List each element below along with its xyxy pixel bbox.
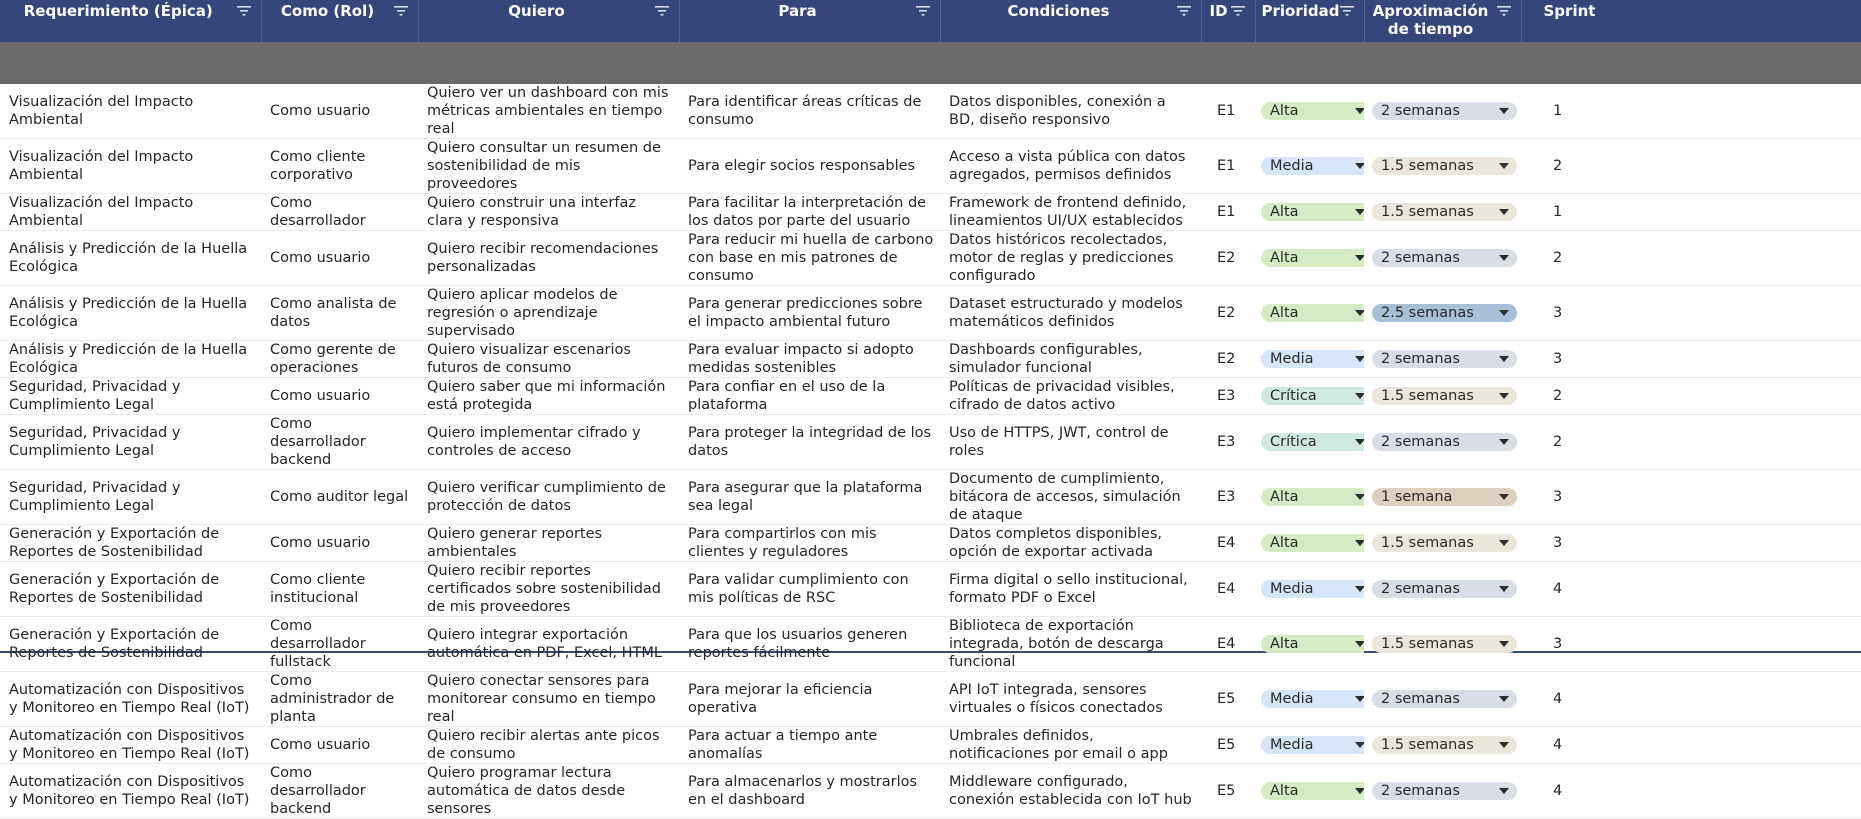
filter-icon[interactable]: [1231, 6, 1245, 16]
cell-sprint[interactable]: 2: [1521, 139, 1861, 194]
cell-rol[interactable]: Como cliente corporativo: [261, 139, 418, 194]
cell-prioridad[interactable]: [1255, 562, 1364, 617]
chevron-down-icon[interactable]: [1499, 356, 1509, 362]
cell-id[interactable]: E4: [1201, 525, 1255, 562]
header-para[interactable]: [679, 0, 940, 42]
cell-para[interactable]: Para asegurar que la plataforma sea legal: [679, 470, 940, 525]
prioridad-value: Media: [1270, 691, 1314, 707]
cell-rol[interactable]: Como cliente institucional: [261, 562, 418, 617]
cell-condiciones[interactable]: Documento de cumplimiento, bitácora de accesos, simulación de ataque: [940, 470, 1201, 525]
prioridad-value: Alta: [1270, 636, 1299, 652]
filter-icon[interactable]: [237, 6, 251, 16]
header-tiempo[interactable]: [1364, 0, 1521, 42]
chevron-down-icon[interactable]: [1355, 310, 1364, 316]
cell-epica[interactable]: Seguridad, Privacidad y Cumplimiento Legal: [0, 378, 261, 415]
tiempo-dropdown[interactable]: [1372, 304, 1517, 322]
prioridad-dropdown[interactable]: [1261, 782, 1364, 800]
prioridad-dropdown[interactable]: [1261, 534, 1364, 552]
cell-tiempo[interactable]: [1364, 415, 1521, 470]
tiempo-value: 2 semanas: [1381, 434, 1460, 450]
cell-condiciones[interactable]: Datos completos disponibles, opción de exportar activada: [940, 525, 1201, 562]
cell-prioridad[interactable]: [1255, 286, 1364, 341]
cell-epica[interactable]: Análisis y Predicción de la Huella Ecológica: [0, 341, 261, 378]
cell-rol[interactable]: Como usuario: [261, 84, 418, 139]
prioridad-value: Media: [1270, 351, 1314, 367]
prioridad-dropdown[interactable]: [1261, 102, 1364, 120]
chevron-down-icon[interactable]: [1499, 439, 1509, 445]
header-label: Sprint: [1543, 2, 1596, 20]
chevron-down-icon[interactable]: [1355, 163, 1364, 169]
table-row: [0, 84, 1861, 139]
cell-tiempo[interactable]: [1364, 84, 1521, 139]
cell-rol[interactable]: Como desarrollador backend: [261, 764, 418, 819]
table-row: [0, 415, 1861, 470]
cell-rol[interactable]: Como analista de datos: [261, 286, 418, 341]
chevron-down-icon[interactable]: [1499, 108, 1509, 114]
table-row: [0, 727, 1861, 764]
chevron-down-icon[interactable]: [1499, 696, 1509, 702]
header-row: [0, 0, 1861, 42]
cell-prioridad[interactable]: [1255, 84, 1364, 139]
header-label: Requerimiento (Épica): [23, 2, 213, 20]
prioridad-value: Alta: [1270, 305, 1299, 321]
prioridad-dropdown[interactable]: [1261, 580, 1364, 598]
prioridad-value: Alta: [1270, 103, 1299, 119]
tiempo-value: 1.5 semanas: [1381, 204, 1474, 220]
cell-prioridad[interactable]: [1255, 764, 1364, 819]
chevron-down-icon[interactable]: [1355, 641, 1364, 647]
chevron-down-icon[interactable]: [1499, 255, 1509, 261]
header-label: Para: [778, 2, 817, 20]
cell-tiempo[interactable]: [1364, 194, 1521, 231]
cell-epica[interactable]: Automatización con Dispositivos y Monitoreo en Tiempo Real (IoT): [0, 672, 261, 727]
cell-rol[interactable]: Como administrador de planta: [261, 672, 418, 727]
filter-icon[interactable]: [1497, 6, 1511, 16]
chevron-down-icon[interactable]: [1499, 163, 1509, 169]
tiempo-dropdown[interactable]: [1372, 157, 1517, 175]
header-quiero[interactable]: [418, 0, 679, 42]
cell-tiempo[interactable]: [1364, 764, 1521, 819]
chevron-down-icon[interactable]: [1355, 393, 1364, 399]
cell-tiempo[interactable]: [1364, 341, 1521, 378]
chevron-down-icon[interactable]: [1355, 540, 1364, 546]
prioridad-value: Alta: [1270, 783, 1299, 799]
cell-para[interactable]: Para compartirlos con mis clientes y reguladores: [679, 525, 940, 562]
table-row: [0, 139, 1861, 194]
tiempo-value: 1.5 semanas: [1381, 158, 1474, 174]
tiempo-value: 1 semana: [1381, 489, 1453, 505]
chevron-down-icon[interactable]: [1355, 696, 1364, 702]
cell-para[interactable]: Para evaluar impacto si adopto medidas sostenibles: [679, 341, 940, 378]
cell-tiempo[interactable]: [1364, 470, 1521, 525]
table-row: [0, 378, 1861, 415]
cell-sprint[interactable]: 3: [1521, 470, 1861, 525]
prioridad-dropdown[interactable]: [1261, 690, 1364, 708]
chevron-down-icon[interactable]: [1499, 310, 1509, 316]
cell-prioridad[interactable]: [1255, 672, 1364, 727]
chevron-down-icon[interactable]: [1499, 393, 1509, 399]
cell-id[interactable]: E5: [1201, 672, 1255, 727]
prioridad-value: Media: [1270, 737, 1314, 753]
tiempo-dropdown[interactable]: [1372, 249, 1517, 267]
header-condiciones[interactable]: [940, 0, 1201, 42]
header-label-line1: Aproximación: [1372, 2, 1489, 20]
cell-para[interactable]: Para elegir socios responsables: [679, 139, 940, 194]
cell-rol[interactable]: Como usuario: [261, 231, 418, 286]
cell-prioridad[interactable]: [1255, 525, 1364, 562]
prioridad-dropdown[interactable]: [1261, 635, 1364, 653]
cell-id[interactable]: E2: [1201, 341, 1255, 378]
cell-para[interactable]: Para actuar a tiempo ante anomalías: [679, 727, 940, 764]
tiempo-value: 2 semanas: [1381, 250, 1460, 266]
prioridad-dropdown[interactable]: [1261, 249, 1364, 267]
cell-quiero[interactable]: Quiero integrar exportación automática en PDF, Excel, HTML: [418, 617, 679, 672]
table-row: [0, 617, 1861, 672]
cell-rol[interactable]: Como auditor legal: [261, 470, 418, 525]
cell-sprint[interactable]: 4: [1521, 672, 1861, 727]
cell-quiero[interactable]: Quiero implementar cifrado y controles de acceso: [418, 415, 679, 470]
cell-para[interactable]: Para reducir mi huella de carbono con base en mis patrones de consumo: [679, 231, 940, 286]
cell-prioridad[interactable]: [1255, 727, 1364, 764]
cell-tiempo[interactable]: [1364, 139, 1521, 194]
cell-quiero[interactable]: Quiero recibir alertas ante picos de consumo: [418, 727, 679, 764]
chevron-down-icon[interactable]: [1355, 356, 1364, 362]
cell-sprint[interactable]: 3: [1521, 525, 1861, 562]
chevron-down-icon[interactable]: [1355, 494, 1364, 500]
cell-condiciones[interactable]: API IoT integrada, sensores virtuales o físicos conectados: [940, 672, 1201, 727]
cell-id[interactable]: E1: [1201, 84, 1255, 139]
tiempo-value: 2 semanas: [1381, 351, 1460, 367]
chevron-down-icon[interactable]: [1355, 108, 1364, 114]
cell-condiciones[interactable]: Acceso a vista pública con datos agregados, permisos definidos: [940, 139, 1201, 194]
table-row: [0, 672, 1861, 727]
cell-epica[interactable]: Seguridad, Privacidad y Cumplimiento Legal: [0, 415, 261, 470]
cell-sprint[interactable]: 1: [1521, 194, 1861, 231]
cell-epica[interactable]: Automatización con Dispositivos y Monitoreo en Tiempo Real (IoT): [0, 764, 261, 819]
tiempo-dropdown[interactable]: [1372, 534, 1517, 552]
prioridad-dropdown[interactable]: [1261, 488, 1364, 506]
cell-para[interactable]: Para facilitar la interpretación de los datos por parte del usuario: [679, 194, 940, 231]
cell-condiciones[interactable]: Políticas de privacidad visibles, cifrado de datos activo: [940, 378, 1201, 415]
cell-condiciones[interactable]: Biblioteca de exportación integrada, botón de descarga funcional: [940, 617, 1201, 672]
cell-sprint[interactable]: 2: [1521, 415, 1861, 470]
prioridad-value: Media: [1270, 158, 1314, 174]
chevron-down-icon[interactable]: [1355, 586, 1364, 592]
prioridad-dropdown[interactable]: [1261, 304, 1364, 322]
cell-para[interactable]: Para que los usuarios generen reportes fácilmente: [679, 617, 940, 672]
chevron-down-icon[interactable]: [1499, 494, 1509, 500]
cell-id[interactable]: E3: [1201, 378, 1255, 415]
tiempo-value: 1.5 semanas: [1381, 535, 1474, 551]
tiempo-dropdown[interactable]: [1372, 350, 1517, 368]
prioridad-dropdown[interactable]: [1261, 736, 1364, 754]
header-label: Como (Rol): [280, 2, 375, 20]
filter-icon[interactable]: [1177, 6, 1191, 16]
prioridad-dropdown[interactable]: [1261, 350, 1364, 368]
cell-tiempo[interactable]: [1364, 231, 1521, 286]
tiempo-value: 1.5 semanas: [1381, 388, 1474, 404]
cell-id[interactable]: E1: [1201, 139, 1255, 194]
cell-epica[interactable]: Automatización con Dispositivos y Monitoreo en Tiempo Real (IoT): [0, 727, 261, 764]
chevron-down-icon[interactable]: [1499, 742, 1509, 748]
prioridad-dropdown[interactable]: [1261, 203, 1364, 221]
cell-para[interactable]: Para almacenarlos y mostrarlos en el dashboard: [679, 764, 940, 819]
cell-id[interactable]: E4: [1201, 617, 1255, 672]
cell-id[interactable]: E5: [1201, 727, 1255, 764]
prioridad-dropdown[interactable]: [1261, 157, 1364, 175]
cell-prioridad[interactable]: [1255, 617, 1364, 672]
cell-quiero[interactable]: Quiero verificar cumplimiento de protección de datos: [418, 470, 679, 525]
tiempo-value: 2 semanas: [1381, 581, 1460, 597]
cell-epica[interactable]: Análisis y Predicción de la Huella Ecológica: [0, 231, 261, 286]
cell-tiempo[interactable]: [1364, 617, 1521, 672]
cell-prioridad[interactable]: [1255, 470, 1364, 525]
header-label: ID: [1209, 2, 1228, 20]
table-row: [0, 194, 1861, 231]
cell-condiciones[interactable]: Dashboards configurables, simulador funcional: [940, 341, 1201, 378]
cell-sprint[interactable]: 3: [1521, 341, 1861, 378]
cell-rol[interactable]: Como usuario: [261, 378, 418, 415]
cell-tiempo[interactable]: [1364, 286, 1521, 341]
cell-id[interactable]: E3: [1201, 470, 1255, 525]
cell-condiciones[interactable]: Firma digital o sello institucional, formato PDF o Excel: [940, 562, 1201, 617]
tiempo-dropdown[interactable]: [1372, 690, 1517, 708]
cell-epica[interactable]: Generación y Exportación de Reportes de Sostenibilidad: [0, 525, 261, 562]
cell-para[interactable]: Para identificar áreas críticas de consumo: [679, 84, 940, 139]
cell-condiciones[interactable]: Uso de HTTPS, JWT, control de roles: [940, 415, 1201, 470]
cell-para[interactable]: Para confiar en el uso de la plataforma: [679, 378, 940, 415]
chevron-down-icon[interactable]: [1355, 209, 1364, 215]
cell-prioridad[interactable]: [1255, 378, 1364, 415]
cell-prioridad[interactable]: [1255, 139, 1364, 194]
tiempo-dropdown[interactable]: [1372, 782, 1517, 800]
tiempo-value: 1.5 semanas: [1381, 737, 1474, 753]
cell-quiero[interactable]: Quiero construir una interfaz clara y responsiva: [418, 194, 679, 231]
cell-epica[interactable]: Generación y Exportación de Reportes de Sostenibilidad: [0, 617, 261, 672]
table-row: [0, 470, 1861, 525]
cell-id[interactable]: E2: [1201, 286, 1255, 341]
cell-tiempo[interactable]: [1364, 525, 1521, 562]
table-row: [0, 764, 1861, 819]
chevron-down-icon[interactable]: [1499, 586, 1509, 592]
cell-quiero[interactable]: Quiero generar reportes ambientales: [418, 525, 679, 562]
chevron-down-icon[interactable]: [1355, 255, 1364, 261]
cell-quiero[interactable]: Quiero consultar un resumen de sostenibilidad de mis proveedores: [418, 139, 679, 194]
cell-prioridad[interactable]: [1255, 415, 1364, 470]
cell-para[interactable]: Para validar cumplimiento con mis políticas de RSC: [679, 562, 940, 617]
tiempo-dropdown[interactable]: [1372, 387, 1517, 405]
cell-id[interactable]: E3: [1201, 415, 1255, 470]
header-prioridad[interactable]: [1255, 0, 1364, 42]
tiempo-value: 2 semanas: [1381, 783, 1460, 799]
cell-tiempo[interactable]: [1364, 727, 1521, 764]
cell-condiciones[interactable]: Framework de frontend definido, lineamientos UI/UX establecidos: [940, 194, 1201, 231]
tiempo-dropdown[interactable]: [1372, 736, 1517, 754]
filter-icon[interactable]: [916, 6, 930, 16]
cell-quiero[interactable]: Quiero recibir reportes certificados sobre sostenibilidad de mis proveedores: [418, 562, 679, 617]
cell-epica[interactable]: Visualización del Impacto Ambiental: [0, 194, 261, 231]
cell-sprint[interactable]: 4: [1521, 764, 1861, 819]
prioridad-value: Alta: [1270, 535, 1299, 551]
filter-icon[interactable]: [394, 6, 408, 16]
cell-condiciones[interactable]: Middleware configurado, conexión establecida con IoT hub: [940, 764, 1201, 819]
cell-id[interactable]: E1: [1201, 194, 1255, 231]
cell-id[interactable]: E5: [1201, 764, 1255, 819]
chevron-down-icon[interactable]: [1355, 439, 1364, 445]
tiempo-value: 2 semanas: [1381, 691, 1460, 707]
table-row: [0, 231, 1861, 286]
chevron-down-icon[interactable]: [1355, 742, 1364, 748]
cell-rol[interactable]: Como usuario: [261, 727, 418, 764]
cell-id[interactable]: E2: [1201, 231, 1255, 286]
tiempo-dropdown[interactable]: [1372, 203, 1517, 221]
cell-sprint[interactable]: 3: [1521, 617, 1861, 672]
prioridad-dropdown[interactable]: [1261, 433, 1364, 451]
filter-icon[interactable]: [1340, 6, 1354, 16]
header-epica[interactable]: [0, 0, 261, 42]
header-rol[interactable]: [261, 0, 418, 42]
table-row: [0, 562, 1861, 617]
prioridad-value: Crítica: [1270, 388, 1317, 404]
cell-prioridad[interactable]: [1255, 341, 1364, 378]
header-sprint[interactable]: [1521, 0, 1861, 42]
prioridad-value: Alta: [1270, 250, 1299, 266]
prioridad-value: Crítica: [1270, 434, 1317, 450]
cell-epica[interactable]: Visualización del Impacto Ambiental: [0, 84, 261, 139]
tiempo-value: 2.5 semanas: [1381, 305, 1474, 321]
tiempo-dropdown[interactable]: [1372, 102, 1517, 120]
tiempo-dropdown[interactable]: [1372, 580, 1517, 598]
cell-sprint[interactable]: 3: [1521, 286, 1861, 341]
cell-rol[interactable]: Como desarrollador: [261, 194, 418, 231]
cell-tiempo[interactable]: [1364, 672, 1521, 727]
cell-tiempo[interactable]: [1364, 378, 1521, 415]
cell-rol[interactable]: Como desarrollador fullstack: [261, 617, 418, 672]
chevron-down-icon[interactable]: [1499, 540, 1509, 546]
cell-epica[interactable]: Seguridad, Privacidad y Cumplimiento Legal: [0, 470, 261, 525]
table-row: [0, 341, 1861, 378]
cell-quiero[interactable]: Quiero recibir recomendaciones personalizadas: [418, 231, 679, 286]
cell-id[interactable]: E4: [1201, 562, 1255, 617]
cell-sprint[interactable]: 4: [1521, 727, 1861, 764]
cell-para[interactable]: Para proteger la integridad de los datos: [679, 415, 940, 470]
tiempo-dropdown[interactable]: [1372, 635, 1517, 653]
table-body: [0, 84, 1861, 819]
header-label-line2: de tiempo: [1387, 20, 1474, 38]
cell-sprint[interactable]: 4: [1521, 562, 1861, 617]
tiempo-dropdown[interactable]: [1372, 488, 1517, 506]
cell-condiciones[interactable]: Datos históricos recolectados, motor de reglas y predicciones configurado: [940, 231, 1201, 286]
tiempo-value: 2 semanas: [1381, 103, 1460, 119]
cell-quiero[interactable]: Quiero programar lectura automática de datos desde sensores: [418, 764, 679, 819]
prioridad-value: Alta: [1270, 489, 1299, 505]
cell-quiero[interactable]: Quiero conectar sensores para monitorear consumo en tiempo real: [418, 672, 679, 727]
prioridad-dropdown[interactable]: [1261, 387, 1364, 405]
cell-epica[interactable]: Visualización del Impacto Ambiental: [0, 139, 261, 194]
cell-para[interactable]: Para generar predicciones sobre el impacto ambiental futuro: [679, 286, 940, 341]
cell-quiero[interactable]: Quiero aplicar modelos de regresión o aprendizaje supervisado: [418, 286, 679, 341]
header-label: Quiero: [508, 2, 565, 20]
cell-condiciones[interactable]: Dataset estructurado y modelos matemáticos definidos: [940, 286, 1201, 341]
cell-quiero[interactable]: Quiero visualizar escenarios futuros de consumo: [418, 341, 679, 378]
header-label: Prioridad: [1261, 2, 1340, 20]
cell-epica[interactable]: Análisis y Predicción de la Huella Ecológica: [0, 286, 261, 341]
prioridad-value: Media: [1270, 581, 1314, 597]
prioridad-value: Alta: [1270, 204, 1299, 220]
cell-quiero[interactable]: Quiero saber que mi información está protegida: [418, 378, 679, 415]
table-row: [0, 525, 1861, 562]
chevron-down-icon[interactable]: [1499, 209, 1509, 215]
header-divider: [0, 42, 1861, 84]
cell-sprint[interactable]: 2: [1521, 378, 1861, 415]
chevron-down-icon[interactable]: [1499, 641, 1509, 647]
cell-prioridad[interactable]: [1255, 231, 1364, 286]
cell-para[interactable]: Para mejorar la eficiencia operativa: [679, 672, 940, 727]
header-label: Condiciones: [1007, 2, 1110, 20]
filter-icon[interactable]: [655, 6, 669, 16]
cell-condiciones[interactable]: Datos disponibles, conexión a BD, diseño responsivo: [940, 84, 1201, 139]
cell-sprint[interactable]: 2: [1521, 231, 1861, 286]
cell-quiero[interactable]: Quiero ver un dashboard con mis métricas ambientales en tiempo real: [418, 84, 679, 139]
cell-rol[interactable]: Como desarrollador backend: [261, 415, 418, 470]
chevron-down-icon[interactable]: [1355, 788, 1364, 794]
chevron-down-icon[interactable]: [1499, 788, 1509, 794]
cell-tiempo[interactable]: [1364, 562, 1521, 617]
cell-sprint[interactable]: 1: [1521, 84, 1861, 139]
cell-condiciones[interactable]: Umbrales definidos, notificaciones por email o app: [940, 727, 1201, 764]
cell-epica[interactable]: Generación y Exportación de Reportes de Sostenibilidad: [0, 562, 261, 617]
tiempo-value: 1.5 semanas: [1381, 636, 1474, 652]
table-row: [0, 286, 1861, 341]
tiempo-dropdown[interactable]: [1372, 433, 1517, 451]
cell-rol[interactable]: Como gerente de operaciones: [261, 341, 418, 378]
header-id[interactable]: [1201, 0, 1255, 42]
cell-rol[interactable]: Como usuario: [261, 525, 418, 562]
cell-prioridad[interactable]: [1255, 194, 1364, 231]
